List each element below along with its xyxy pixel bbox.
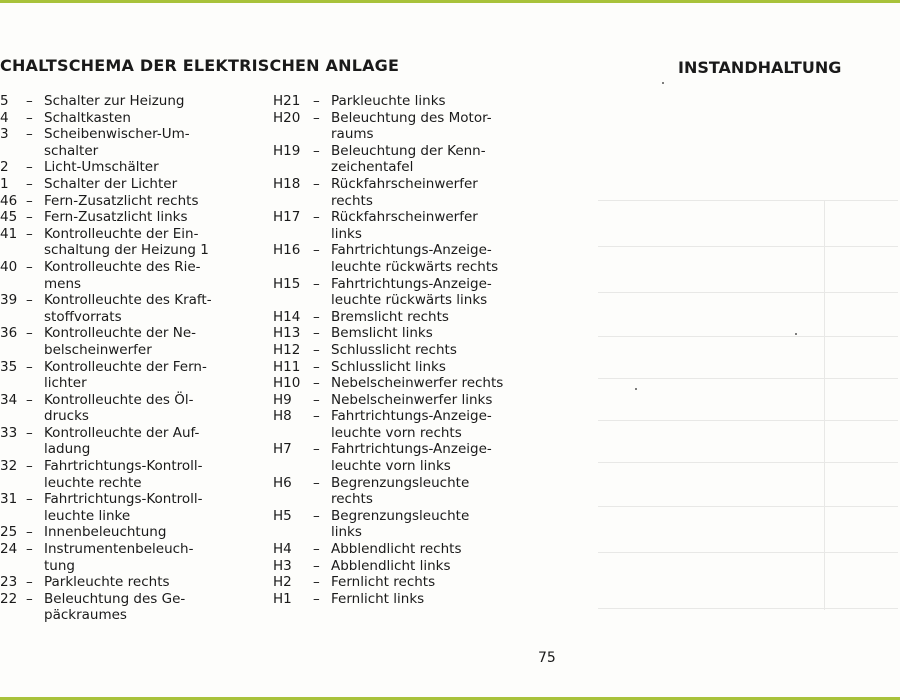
legend-text: stoffvorrats <box>44 308 122 325</box>
legend-text: Fahrtrichtungs-Kontroll- <box>44 458 203 475</box>
legend-code: 41 <box>0 225 18 242</box>
legend-text: Scheibenwischer-Um- <box>44 126 190 143</box>
legend-dash <box>26 408 44 425</box>
legend-entry <box>273 541 533 558</box>
legend-text: Fernlicht links <box>331 590 425 607</box>
legend-code: H14 <box>273 308 301 325</box>
legend-entry <box>0 110 260 127</box>
legend-entry-continuation <box>0 508 260 525</box>
legend-text: Schalter der Lichter <box>44 175 178 192</box>
legend-code <box>273 226 313 243</box>
legend-entry <box>273 143 533 160</box>
legend-dash: – <box>313 375 320 392</box>
legend-text: lichter <box>44 375 87 392</box>
legend-dash: – <box>313 590 320 607</box>
legend-code: H2 <box>273 574 292 591</box>
legend-code <box>0 408 26 425</box>
legend-code <box>273 491 313 508</box>
legend-code: 4 <box>0 109 9 126</box>
legend-text: schalter <box>44 142 99 159</box>
legend-code: H19 <box>273 142 301 159</box>
legend-text: Instrumentenbeleuch- <box>44 541 194 558</box>
legend-code: 35 <box>0 358 18 375</box>
legend-entry-continuation <box>273 126 533 143</box>
legend-entry <box>0 93 260 110</box>
legend-code: 25 <box>0 524 18 541</box>
legend-code: H9 <box>273 391 292 408</box>
legend-entry <box>273 558 533 575</box>
page-number: 75 <box>538 650 556 666</box>
legend-entry <box>0 325 260 342</box>
legend-text: Kontrolleuchte der Ne- <box>44 325 197 342</box>
legend-code: H11 <box>273 358 301 375</box>
legend-entry <box>273 325 533 342</box>
legend-code <box>0 441 26 458</box>
legend-code: 46 <box>0 192 18 209</box>
legend-text: Begrenzungsleuchte <box>331 474 470 491</box>
legend-dash <box>313 458 331 475</box>
legend-dash: – <box>26 109 33 126</box>
legend-column-right <box>273 93 533 607</box>
legend-dash <box>313 491 331 508</box>
legend-dash: – <box>313 408 320 425</box>
legend-entry-continuation <box>0 276 260 293</box>
legend-entry <box>273 375 533 392</box>
legend-entry <box>273 359 533 376</box>
legend-entry <box>273 441 533 458</box>
legend-text: Schalter zur Heizung <box>44 93 185 109</box>
legend-code: H15 <box>273 275 301 292</box>
legend-code <box>273 193 313 210</box>
legend-dash: – <box>26 258 33 275</box>
legend-text: drucks <box>44 408 89 425</box>
legend-entry-continuation <box>0 408 260 425</box>
print-speck <box>635 388 637 390</box>
legend-dash: – <box>26 358 33 375</box>
legend-code <box>273 159 313 176</box>
legend-dash <box>26 276 44 293</box>
legend-code: H12 <box>273 341 301 358</box>
legend-dash: – <box>26 541 33 558</box>
legend-dash: – <box>26 524 33 541</box>
legend-entry-continuation <box>273 159 533 176</box>
legend-dash <box>313 126 331 143</box>
legend-text: Innenbeleuchtung <box>44 524 167 541</box>
legend-code <box>273 126 313 143</box>
legend-dash: – <box>313 275 320 292</box>
legend-text: tung <box>44 557 75 574</box>
legend-code: 24 <box>0 541 18 558</box>
legend-text: schaltung der Heizung 1 <box>44 242 209 259</box>
legend-entry-continuation <box>273 193 533 210</box>
legend-entry <box>0 292 260 309</box>
legend-code: 39 <box>0 292 18 309</box>
legend-text: Schlusslicht rechts <box>331 341 457 358</box>
legend-text: Nebelscheinwerfer links <box>331 391 493 408</box>
legend-dash: – <box>26 159 33 176</box>
legend-code: H17 <box>273 209 301 226</box>
legend-dash: – <box>313 109 320 126</box>
legend-entry <box>0 524 260 541</box>
legend-dash <box>313 193 331 210</box>
legend-text: Fahrtrichtungs-Anzeige- <box>331 408 492 425</box>
legend-dash: – <box>26 574 33 591</box>
legend-text: Kontrolleuchte der Auf- <box>44 424 200 441</box>
legend-entry <box>273 110 533 127</box>
legend-code: H8 <box>273 408 292 425</box>
legend-dash: – <box>26 491 33 508</box>
legend-text: Fahrtrichtungs-Anzeige- <box>331 275 492 292</box>
legend-code: H13 <box>273 325 301 342</box>
legend-entry-continuation <box>273 458 533 475</box>
legend-dash: – <box>313 358 320 375</box>
legend-code: 2 <box>0 159 9 176</box>
legend-dash <box>26 309 44 326</box>
legend-entry <box>0 259 260 276</box>
legend-code <box>0 342 26 359</box>
legend-text: Fahrtrichtungs-Anzeige- <box>331 242 492 259</box>
legend-text: links <box>331 225 362 242</box>
bleed-through-table <box>598 200 900 610</box>
legend-dash <box>26 143 44 160</box>
legend-text: Nebelscheinwerfer rechts <box>331 375 504 392</box>
legend-code: 45 <box>0 209 18 226</box>
legend-dash <box>313 425 331 442</box>
legend-dash <box>26 508 44 525</box>
legend-code <box>0 508 26 525</box>
legend-entry <box>0 574 260 591</box>
legend-entry-continuation <box>0 475 260 492</box>
legend-dash: – <box>313 441 320 458</box>
legend-dash: – <box>313 93 320 109</box>
legend-dash: – <box>313 142 320 159</box>
legend-dash <box>313 524 331 541</box>
legend-dash <box>26 441 44 458</box>
legend-entry-continuation <box>273 292 533 309</box>
legend-entry <box>0 425 260 442</box>
legend-entry-continuation <box>273 524 533 541</box>
legend-text: raums <box>331 126 374 143</box>
legend-dash: – <box>26 192 33 209</box>
legend-dash: – <box>313 175 320 192</box>
legend-text: Kontrolleuchte des Rie- <box>44 258 201 275</box>
legend-text: Fern-Zusatzlicht links <box>44 209 188 226</box>
legend-dash: – <box>313 507 320 524</box>
legend-entry-continuation <box>0 441 260 458</box>
legend-code: H1 <box>273 590 292 607</box>
legend-dash: – <box>26 93 33 109</box>
legend-text: Rückfahrscheinwerfer <box>331 209 478 226</box>
legend-code: H10 <box>273 375 301 392</box>
legend-text: päckraumes <box>44 607 127 624</box>
legend-entry <box>273 392 533 409</box>
legend-code: H21 <box>273 93 301 109</box>
section-title-wiring: CHALTSCHEMA DER ELEKTRISCHEN ANLAGE <box>0 56 400 75</box>
legend-code: 31 <box>0 491 18 508</box>
legend-code: H16 <box>273 242 301 259</box>
legend-text: Fernlicht rechts <box>331 574 436 591</box>
legend-dash: – <box>313 391 320 408</box>
legend-text: zeichentafel <box>331 159 414 176</box>
legend-text: leuchte vorn rechts <box>331 424 462 441</box>
legend-code: 1 <box>0 175 9 192</box>
legend-dash <box>313 159 331 176</box>
legend-text: Fahrtrichtungs-Anzeige- <box>331 441 492 458</box>
legend-entry-continuation <box>0 558 260 575</box>
legend-code: H3 <box>273 557 292 574</box>
legend-code <box>273 425 313 442</box>
legend-entry <box>273 93 533 110</box>
legend-dash: – <box>26 126 33 143</box>
legend-entry <box>273 242 533 259</box>
legend-text: leuchte linke <box>44 507 131 524</box>
legend-dash: – <box>26 458 33 475</box>
legend-text: rechts <box>331 192 373 209</box>
legend-text: Parkleuchte rechts <box>44 574 170 591</box>
legend-entry <box>273 475 533 492</box>
legend-text: leuchte vorn links <box>331 458 451 475</box>
legend-dash: – <box>313 474 320 491</box>
legend-code <box>0 607 26 624</box>
legend-code <box>273 524 313 541</box>
legend-dash: – <box>26 225 33 242</box>
print-speck <box>662 82 664 84</box>
legend-code <box>0 375 26 392</box>
legend-dash: – <box>26 391 33 408</box>
legend-text: Licht-Umschälter <box>44 159 159 176</box>
legend-entry <box>0 159 260 176</box>
legend-code: 40 <box>0 258 18 275</box>
legend-text: Kontrolleuchte der Ein- <box>44 225 199 242</box>
legend-column-left <box>0 93 260 624</box>
legend-dash: – <box>26 209 33 226</box>
legend-entry-continuation <box>273 259 533 276</box>
legend-entry <box>0 541 260 558</box>
legend-entry-continuation <box>0 242 260 259</box>
legend-entry <box>273 408 533 425</box>
legend-entry <box>273 591 533 608</box>
legend-code: 36 <box>0 325 18 342</box>
legend-text: leuchte rückwärts rechts <box>331 258 499 275</box>
legend-dash: – <box>313 574 320 591</box>
legend-entry-continuation <box>0 342 260 359</box>
legend-code: H4 <box>273 541 292 558</box>
print-speck <box>795 333 797 335</box>
legend-code: 33 <box>0 424 18 441</box>
legend-code: H6 <box>273 474 292 491</box>
legend-code: 23 <box>0 574 18 591</box>
legend-dash <box>26 342 44 359</box>
legend-code <box>0 276 26 293</box>
legend-text: belscheinwerfer <box>44 341 152 358</box>
legend-dash: – <box>313 557 320 574</box>
legend-text: links <box>331 524 362 541</box>
legend-entry <box>0 226 260 243</box>
legend-code: H5 <box>273 507 292 524</box>
legend-code: 34 <box>0 391 18 408</box>
legend-text: rechts <box>331 491 373 508</box>
legend-text: Fern-Zusatzlicht rechts <box>44 192 199 209</box>
legend-text: Bremslicht rechts <box>331 308 449 325</box>
legend-dash: – <box>26 325 33 342</box>
legend-dash: – <box>26 175 33 192</box>
legend-code: 22 <box>0 590 18 607</box>
legend-code <box>273 259 313 276</box>
legend-entry <box>0 359 260 376</box>
legend-dash <box>313 226 331 243</box>
legend-entry <box>273 309 533 326</box>
legend-dash: – <box>313 341 320 358</box>
legend-entry-continuation <box>273 491 533 508</box>
legend-text: Parkleuchte links <box>331 93 446 109</box>
legend-text: Beleuchtung des Motor- <box>331 109 492 126</box>
legend-code: 32 <box>0 458 18 475</box>
legend-code <box>273 292 313 309</box>
legend-dash <box>313 292 331 309</box>
legend-code <box>0 309 26 326</box>
legend-text: Bemslicht links <box>331 325 433 342</box>
legend-text: Begrenzungsleuchte <box>331 507 470 524</box>
legend-code: H20 <box>273 109 301 126</box>
legend-text: leuchte rückwärts links <box>331 292 488 309</box>
legend-entry-continuation <box>0 607 260 624</box>
legend-text: leuchte rechte <box>44 474 142 491</box>
section-title-maintenance: INSTANDHALTUNG <box>678 58 842 77</box>
legend-entry <box>273 176 533 193</box>
legend-dash: – <box>313 541 320 558</box>
legend-entry <box>273 342 533 359</box>
legend-text: Abblendlicht rechts <box>331 541 462 558</box>
legend-entry <box>273 276 533 293</box>
legend-dash: – <box>313 308 320 325</box>
legend-dash <box>26 558 44 575</box>
legend-entry <box>273 574 533 591</box>
legend-text: Fahrtrichtungs-Kontroll- <box>44 491 203 508</box>
legend-dash <box>26 375 44 392</box>
legend-entry <box>0 193 260 210</box>
legend-text: Schaltkasten <box>44 109 131 126</box>
legend-code <box>273 458 313 475</box>
top-border <box>0 0 900 3</box>
legend-code: 3 <box>0 126 9 143</box>
legend-entry <box>0 126 260 143</box>
legend-entry <box>273 209 533 226</box>
legend-text: Beleuchtung der Kenn- <box>331 142 486 159</box>
legend-dash: – <box>313 209 320 226</box>
legend-code <box>0 242 26 259</box>
legend-text: Abblendlicht links <box>331 557 451 574</box>
legend-text: Kontrolleuchte des Öl- <box>44 391 194 408</box>
legend-dash <box>26 607 44 624</box>
legend-entry <box>0 209 260 226</box>
legend-code: H7 <box>273 441 292 458</box>
legend-entry-continuation <box>0 143 260 160</box>
legend-dash: – <box>26 590 33 607</box>
legend-entry <box>0 176 260 193</box>
legend-dash: – <box>26 424 33 441</box>
legend-entry-continuation <box>0 309 260 326</box>
legend-code <box>0 558 26 575</box>
legend-dash: – <box>313 325 320 342</box>
legend-entry-continuation <box>273 226 533 243</box>
legend-text: Kontrolleuchte des Kraft- <box>44 292 212 309</box>
legend-entry <box>0 591 260 608</box>
legend-dash <box>313 259 331 276</box>
legend-code: H18 <box>273 175 301 192</box>
legend-code: 5 <box>0 93 9 109</box>
legend-text: ladung <box>44 441 91 458</box>
legend-text: mens <box>44 275 82 292</box>
legend-dash <box>26 242 44 259</box>
legend-text: Rückfahrscheinwerfer <box>331 175 478 192</box>
legend-entry <box>0 392 260 409</box>
legend-entry <box>273 508 533 525</box>
legend-dash: – <box>313 242 320 259</box>
legend-entry-continuation <box>0 375 260 392</box>
legend-dash: – <box>26 292 33 309</box>
legend-text: Beleuchtung des Ge- <box>44 590 186 607</box>
legend-entry <box>0 458 260 475</box>
legend-text: Kontrolleuchte der Fern- <box>44 358 207 375</box>
legend-entry <box>0 491 260 508</box>
legend-entry-continuation <box>273 425 533 442</box>
legend-dash <box>26 475 44 492</box>
legend-code <box>0 143 26 160</box>
legend-text: Schlusslicht links <box>331 358 446 375</box>
legend-code <box>0 475 26 492</box>
